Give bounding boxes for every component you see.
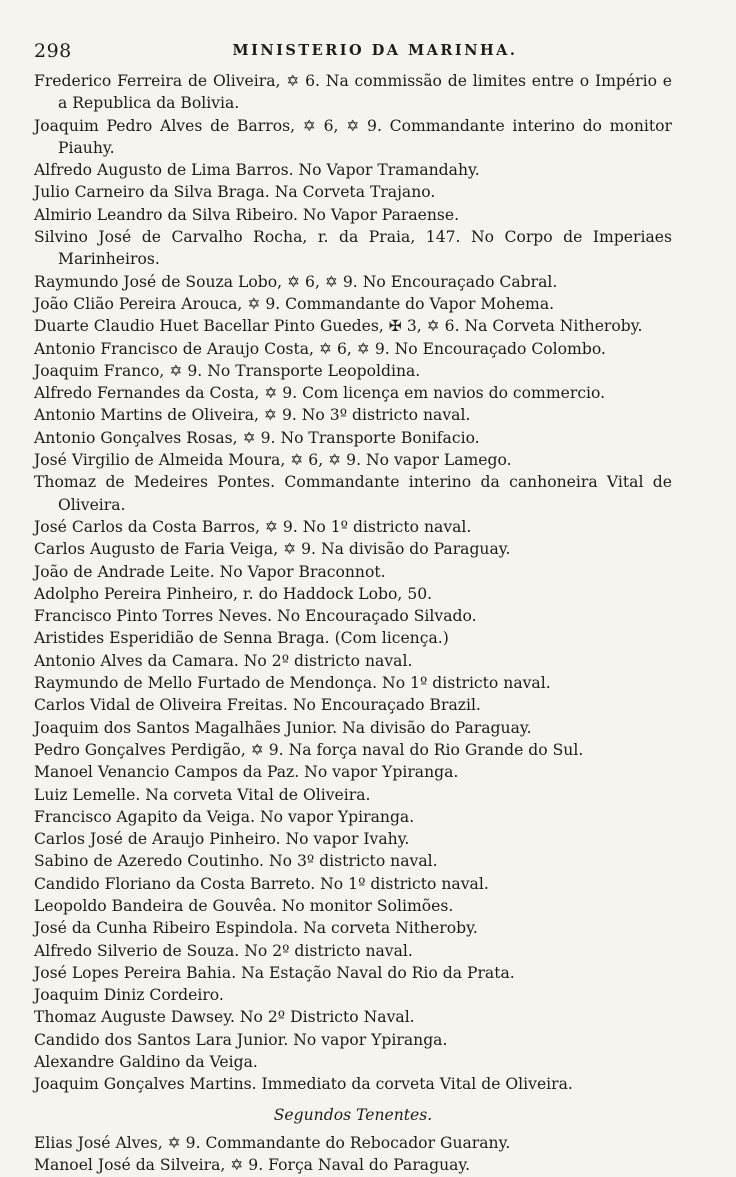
list-item: Joaquim dos Santos Magalhães Junior. Na divisão do Paraguay. (34, 718, 532, 737)
list-item: Alexandre Galdino da Veiga. (34, 1053, 258, 1072)
section-title: Segundos Tenentes. (273, 1105, 433, 1124)
page-header (34, 40, 716, 64)
list-item: Elias José Alves, ✡ 9. Commandante do Rebocador Guarany. (34, 1133, 511, 1152)
list-item: Raymundo de Mello Furtado de Mendonça. No 1º districto naval. (34, 674, 551, 693)
list-item: Pedro Gonçalves Perdigão, ✡ 9. Na força naval do Rio Grande do Sul. (34, 740, 584, 759)
list-item: Joaquim Franco, ✡ 9. No Transporte Leopoldina. (34, 361, 421, 380)
list-item: Antonio Alves da Camara. No 2º districto naval. (34, 651, 413, 670)
list-item: Joaquim Diniz Cordeiro. (34, 986, 224, 1005)
list-item: Carlos Vidal de Oliveira Freitas. No Encouraçado Brazil. (34, 696, 481, 715)
list-item: Luiz Lemelle. Na corveta Vital de Oliveira. (34, 785, 371, 804)
list-item: Alfredo Silverio de Souza. No 2º districto naval. (34, 941, 413, 960)
list-item: Carlos José de Araujo Pinheiro. No vapor Ivahy. (34, 830, 410, 849)
list-item: Julio Carneiro da Silva Braga. Na Corveta Trajano. (34, 183, 436, 202)
list-item: Adolpho Pereira Pinheiro, r. do Haddock Lobo, 50. (34, 584, 433, 603)
list-item: Frederico Ferreira de Oliveira, ✡ 6. Na commissão de limites entre o Império e a Republica da Bolivia. (34, 72, 672, 113)
list-item: Sabino de Azeredo Coutinho. No 3º districto naval. (34, 852, 438, 871)
list-item: Candido dos Santos Lara Junior. No vapor Ypiranga. (34, 1030, 448, 1049)
list-item: Antonio Gonçalves Rosas, ✡ 9. No Transporte Bonifacio. (34, 428, 480, 447)
list-item: Thomaz de Medeires Pontes. Commandante interino da canhoneira Vital de Oliveira. (34, 473, 672, 514)
list-item: José Carlos da Costa Barros, ✡ 9. No 1º districto naval. (34, 517, 472, 536)
list-item: Almirio Leandro da Silva Ribeiro. No Vapor Paraense. (34, 205, 460, 224)
list-item: Candido Floriano da Costa Barreto. No 1º districto naval. (34, 874, 489, 893)
page-number: 298 (34, 40, 72, 62)
list-item: Joaquim Pedro Alves de Barros, ✡ 6, ✡ 9. Commandante interino do monitor Piauhy. (34, 116, 672, 157)
list-item: Duarte Claudio Huet Bacellar Pinto Guedes, ✠ 3, ✡ 6. Na Corveta Nitheroby. (34, 317, 643, 336)
list-item: Antonio Francisco de Araujo Costa, ✡ 6, ✡ 9. No Encouraçado Colombo. (34, 339, 606, 358)
running-title: MINISTERIO DA MARINHA. (232, 42, 518, 59)
list-item: Silvino José de Carvalho Rocha, r. da Praia, 147. No Corpo de Imperiaes Marinheiros. (34, 228, 672, 269)
list-item: Francisco Agapito da Veiga. No vapor Ypiranga. (34, 807, 415, 826)
list-item: Leopoldo Bandeira de Gouvêa. No monitor Solimões. (34, 896, 454, 915)
list-item: José da Cunha Ribeiro Espindola. Na corveta Nitheroby. (34, 919, 478, 938)
list-item: João de Andrade Leite. No Vapor Braconnot. (34, 562, 386, 581)
list-item: Manoel Venancio Campos da Paz. No vapor Ypiranga. (34, 763, 459, 782)
list-item: Carlos Augusto de Faria Veiga, ✡ 9. Na divisão do Paraguay. (34, 540, 511, 559)
list-item: José Virgilio de Almeida Moura, ✡ 6, ✡ 9. No vapor Lamego. (34, 451, 512, 470)
list-item: Francisco Pinto Torres Neves. No Encouraçado Silvado. (34, 607, 477, 626)
list-item: Alfredo Augusto de Lima Barros. No Vapor Tramandahy. (34, 161, 480, 180)
list-item: José Lopes Pereira Bahia. Na Estação Naval do Rio da Prata. (34, 963, 515, 982)
list-item: João Clião Pereira Arouca, ✡ 9. Commandante do Vapor Mohema. (34, 294, 555, 313)
list-item: Aristides Esperidião de Senna Braga. (Com licença.) (34, 629, 449, 648)
officer-list (34, 70, 672, 1177)
list-item: Manoel José da Silveira, ✡ 9. Força Naval do Paraguay. (34, 1156, 471, 1175)
list-item: Joaquim Gonçalves Martins. Immediato da corveta Vital de Oliveira. (34, 1075, 573, 1094)
list-item: Thomaz Auguste Dawsey. No 2º Districto Naval. (34, 1008, 415, 1027)
list-item: Alfredo Fernandes da Costa, ✡ 9. Com licença em navios do commercio. (34, 384, 606, 403)
list-item: Raymundo José de Souza Lobo, ✡ 6, ✡ 9. No Encouraçado Cabral. (34, 272, 558, 291)
list-item: Antonio Martins de Oliveira, ✡ 9. No 3º districto naval. (34, 406, 471, 425)
